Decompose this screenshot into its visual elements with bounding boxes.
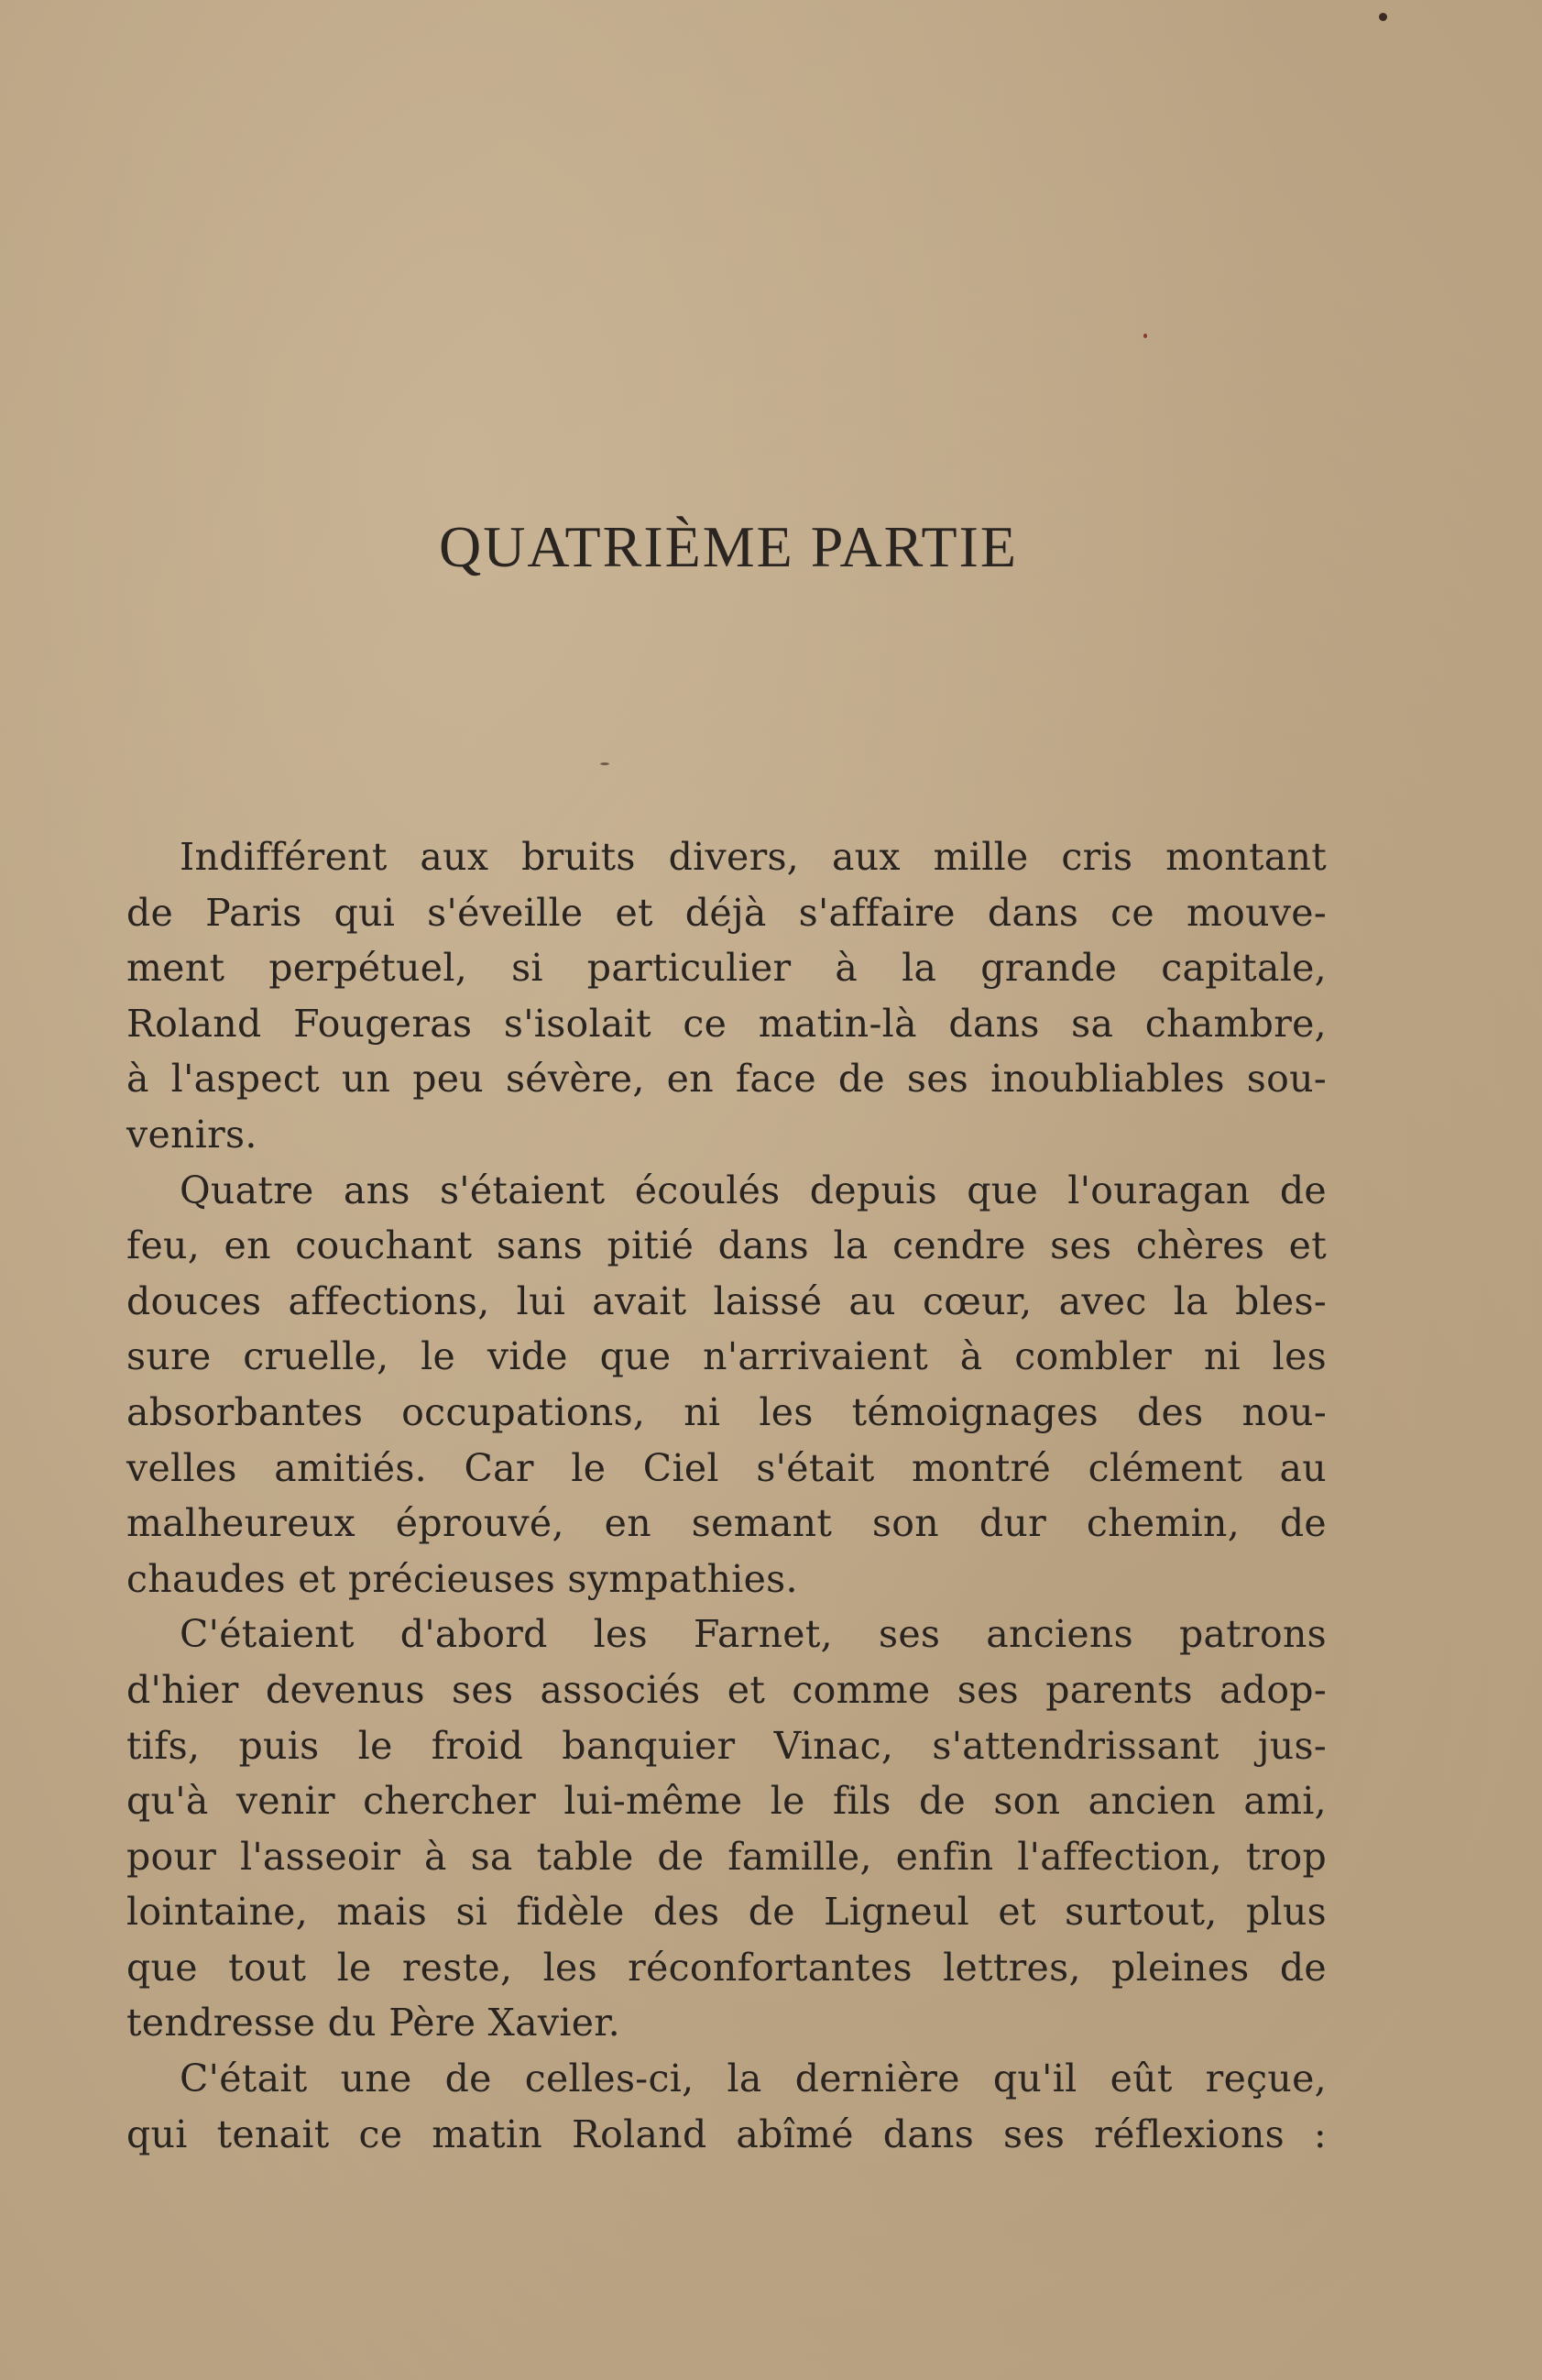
text-line: absorbantes occupations, ni les témoignages des nou-: [126, 1389, 1327, 1434]
paper-speck: [1379, 13, 1387, 21]
text-line: qui tenait ce matin Roland abîmé dans ses réflexions :: [126, 2111, 1327, 2156]
text-line: sure cruelle, le vide que n'arrivaient à combler ni les: [126, 1334, 1327, 1379]
paragraph: [126, 1607, 1327, 2051]
text-line: Quatre ans s'étaient écoulés depuis que l'ouragan de: [180, 1168, 1327, 1212]
text-line: que tout le reste, les réconfortantes lettres, pleines de: [126, 1945, 1327, 1990]
text-line: tifs, puis le froid banquier Vinac, s'attendrissant jus-: [126, 1723, 1327, 1768]
text-line: C'était une de celles-ci, la dernière qu'il eût reçue,: [180, 2056, 1327, 2101]
text-line: Roland Fougeras s'isolait ce matin-là dans sa chambre,: [126, 1001, 1327, 1046]
paragraph: [126, 1163, 1327, 1607]
text-line: pour l'asseoir à sa table de famille, enfin l'affection, trop: [126, 1834, 1327, 1879]
text-line: chaudes et précieuses sympathies.: [126, 1556, 798, 1601]
text-line: malheureux éprouvé, en semant son dur chemin, de: [126, 1501, 1327, 1546]
paper-speck: [600, 762, 609, 765]
paragraph: [126, 2051, 1327, 2162]
part-title: QUATRIÈME PARTIE: [438, 514, 1019, 579]
text-line: ment perpétuel, si particulier à la grande capitale,: [126, 946, 1327, 991]
text-line: velles amitiés. Car le Ciel s'était montré clément au: [126, 1445, 1327, 1490]
paper-speck: [1143, 334, 1147, 338]
text-line: de Paris qui s'éveille et déjà s'affaire dans ce mouve-: [126, 890, 1327, 935]
text-line: Indifférent aux bruits divers, aux mille cris montant: [180, 835, 1327, 879]
text-line: lointaine, mais si fidèle des de Ligneul et surtout, plus: [126, 1890, 1327, 1935]
body-text: [126, 829, 1327, 2162]
text-line: d'hier devenus ses associés et comme ses parents adop-: [126, 1667, 1327, 1712]
text-line: douces affections, lui avait laissé au cœur, avec la bles-: [126, 1278, 1327, 1323]
paragraph: [126, 829, 1327, 1163]
text-line: C'étaient d'abord les Farnet, ses anciens patrons: [180, 1612, 1327, 1657]
text-line: venirs.: [126, 1112, 257, 1157]
text-line: feu, en couchant sans pitié dans la cendre ses chères et: [126, 1223, 1327, 1268]
text-line: tendresse du Père Xavier.: [126, 2001, 621, 2045]
text-line: à l'aspect un peu sévère, en face de ses inoubliables sou-: [126, 1057, 1327, 1102]
text-line: qu'à venir chercher lui-même le fils de son ancien ami,: [126, 1779, 1327, 1824]
